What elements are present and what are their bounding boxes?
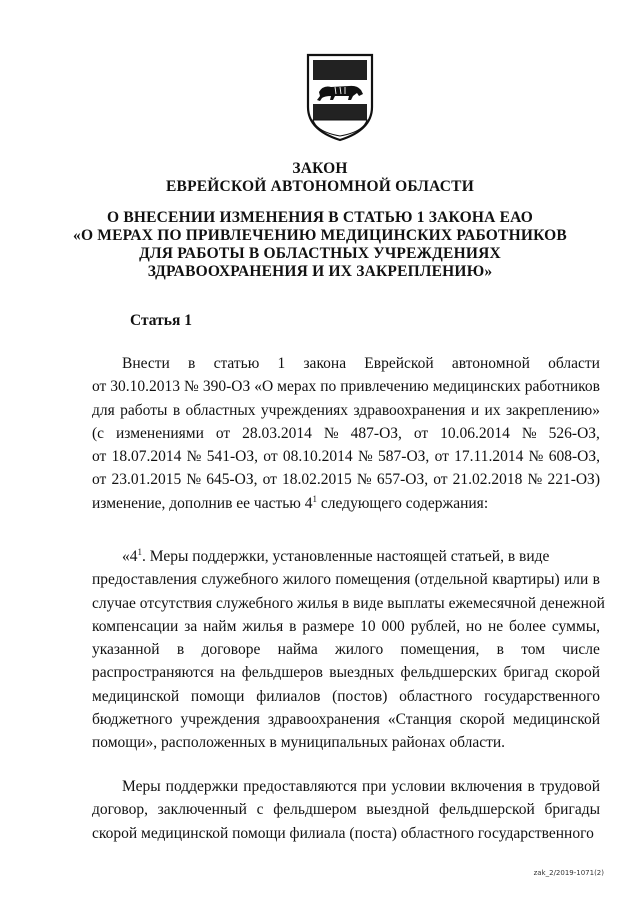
text-line: бюджетного учреждения здравоохранения «Станция скорой медицинской — [92, 711, 600, 729]
text-line: распространяются на фельдшеров выездных фельдшерских бригад скорой — [92, 664, 600, 682]
text-line: помощи», расположенных в муниципальных районах области. — [92, 734, 506, 752]
text-line: от 30.10.2013 № 390-ОЗ «О мерах по привлечению медицинских работников — [92, 378, 600, 396]
word: в — [176, 641, 185, 659]
word: 10.06.2014 — [440, 424, 510, 442]
word: в — [188, 355, 196, 372]
text-line: от 18.07.2014 № 541-ОЗ, от 08.10.2014 № 587-ОЗ, от 17.11.2014 № 608-ОЗ, — [92, 448, 600, 466]
law-title-region: ЕВРЕЙСКОЙ АВТОНОМНОЙ ОБЛАСТИ — [166, 178, 474, 195]
law-title: ЗАКОН — [292, 160, 348, 177]
text-line: от 23.01.2015 № 645-ОЗ, от 18.02.2015 № 657-ОЗ, от 21.02.2018 № 221-ОЗ) — [92, 471, 600, 489]
text-line: изменение, дополнив ее частью $4^1$ следующего содержания: — [92, 493, 489, 512]
paragraph-3 — [92, 775, 600, 845]
document-code: zak_2/2019-1071(2) — [533, 869, 604, 877]
word: (с — [92, 424, 105, 442]
word: 28.03.2014 — [242, 424, 312, 442]
word: том — [521, 641, 546, 659]
word: Еврейской — [364, 355, 434, 372]
law-subtitle-line: ЗДРАВООХРАНЕНИЯ И ИХ ЗАКРЕПЛЕНИЮ» — [147, 263, 493, 280]
law-subtitle-line: ДЛЯ РАБОТЫ В ОБЛАСТНЫХ УЧРЕЖДЕНИЯХ — [139, 245, 501, 262]
text-line: договор, заключенный с фельдшером выездной фельдшерской бригады — [92, 801, 600, 819]
text-line: медицинской помощи филиалов (постов) областного государственного — [92, 687, 600, 705]
spread-line — [92, 352, 600, 375]
word: Внести — [122, 355, 170, 372]
text-line: скорой медицинской помощи филиала (поста) областного государственного — [92, 824, 594, 842]
word: автономной — [451, 355, 530, 372]
word: 1 — [277, 355, 286, 372]
word: указанной — [92, 641, 160, 659]
text-line: Меры поддержки предоставляются при условии включения в трудовой — [122, 778, 600, 795]
text-line: предоставления служебного жилого помещения (отдельной квартиры) или в — [92, 571, 600, 589]
spread-line — [92, 638, 600, 661]
word: договоре — [201, 641, 261, 659]
word: числе — [562, 641, 600, 659]
law-subtitle-line: О ВНЕСЕНИИ ИЗМЕНЕНИЯ В СТАТЬЮ 1 ЗАКОНА ЕАО — [107, 209, 533, 226]
article-heading: Статья 1 — [130, 312, 192, 329]
word: № — [323, 424, 339, 442]
word: помещения, — [400, 641, 480, 659]
text-line: «$4^1$. Меры поддержки, установленные настоящей статьей, в виде — [122, 547, 550, 565]
word: в — [496, 641, 504, 659]
word: статью — [213, 355, 260, 372]
paragraph-1 — [92, 352, 600, 515]
law-subtitle-line: «О МЕРАХ ПО ПРИВЛЕЧЕНИЮ МЕДИЦИНСКИХ РАБОТНИКОВ — [73, 227, 567, 244]
word: № — [521, 424, 537, 442]
word: закона — [303, 355, 347, 372]
spread-line — [92, 422, 600, 445]
word: жилого — [334, 641, 384, 659]
paragraph-2 — [92, 545, 605, 755]
word: 487-ОЗ, — [350, 424, 402, 442]
word: изменениями — [116, 424, 204, 442]
word: 526-ОЗ, — [548, 424, 600, 442]
text-line: случае отсутствия служебного жилья в виде выплаты ежемесячной денежной — [92, 594, 605, 612]
word: от — [413, 424, 429, 442]
text-line: для работы в областных учреждениях здравоохранения и их закреплению» — [92, 401, 600, 419]
word: области — [548, 355, 600, 372]
coat-of-arms-icon — [305, 52, 375, 142]
text-line: компенсации за найм жилья в размере 10 000 рублей, но не более суммы, — [92, 617, 600, 635]
word: от — [215, 424, 231, 442]
word: найма — [277, 641, 318, 659]
